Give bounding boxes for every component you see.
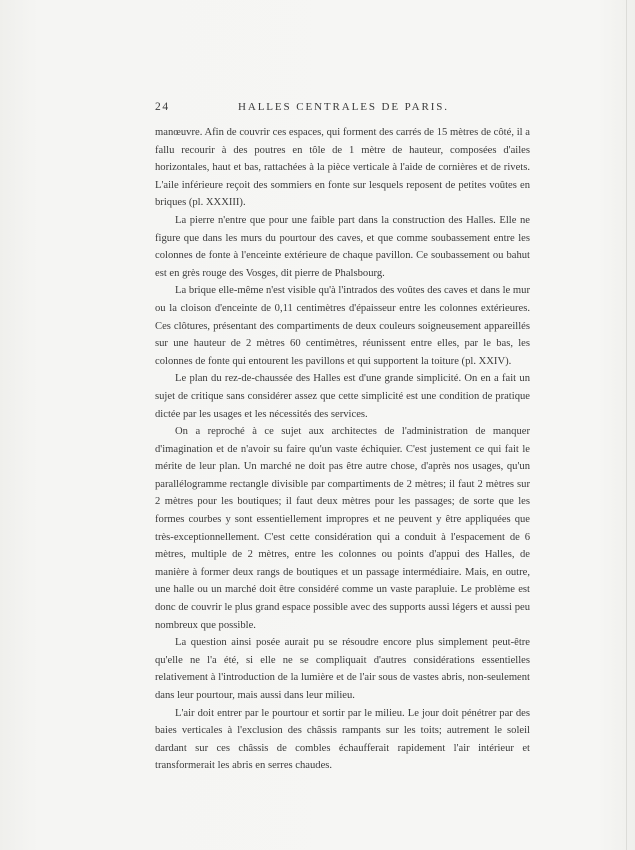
paragraph-6: La question ainsi posée aurait pu se résoudre encore plus simplement peut-être qu'elle ne l'a été, si elle ne se compliquait d'autres considérations essentielles relativement à l'introduction de la lumière et de l'air sous de vastes abris, non-seulement dans leur pourtour, mais aussi dans leur milieu.	[155, 637, 530, 701]
running-header	[155, 101, 530, 117]
paragraph-5: On a reproché à ce sujet aux architectes de l'administration de manquer d'imagination et de n'avoir su faire qu'un vaste échiquier. C'est justement ce qui fait le mérite de leur plan. Un marché ne doit pas être autre chose, d'après nos usages, qu'un parallélogramme rectangle divisible par compartiments de 2 mètres; il faut 2 mètres sur 2 mètres pour les boutiques; il faut deux mètres pour les passages; de sorte que les formes courbes y sont essentiellement impropres et ne peuvent y être appliquées que très-exceptionnellement. C'est cette considération qui a conduit à l'espacement de 6 mètres, multiple de 2 mètres, entre les colonnes ou points d'appui des Halles, de manière à former deux rangs de boutiques et un passage intermédiaire. Mais, en outre, une halle ou un marché doit être considéré comme un vaste parapluie. Le problème est donc de couvrir le plus grand espace possible avec des supports aussi légers et aussi peu nombreux que possible.	[155, 426, 530, 631]
paragraph-3: La brique elle-même n'est visible qu'à l'intrados des voûtes des caves et dans le mur ou la cloison d'enceinte de 0,11 centimètres d'épaisseur entre les colonnes extérieures. Ces clôtures, présentant des compartiments de deux couleurs soigneusement appareillés sur une hauteur de 2 mètres 60 centimètres, réunissent entre elles, par le bas, les colonnes de fonte qui entourent les pavillons et qui supportent la toiture (pl. XXIV).	[155, 285, 530, 367]
paragraph-1: manœuvre. Afin de couvrir ces espaces, qui forment des carrés de 15 mètres de côté, il a fallu recourir à des poutres en tôle de 1 mètre de hauteur, composées d'ailes horizontales, haut et bas, rattachées à la pièce verticale à l'aide de cornières et de rivets. L'aile inférieure reçoit des sommiers en fonte sur lesquels reposent de petites voûtes en briques (pl. XXXIII).	[155, 127, 530, 209]
page-edge	[626, 0, 627, 850]
page-number: 24	[155, 101, 170, 113]
paragraph-2: La pierre n'entre que pour une faible part dans la construction des Halles. Elle ne figure que dans les murs du pourtour des caves, et que comme soubassement entre les colonnes de fonte à l'enceinte extérieure de chaque pavillon. Ce soubassement ou bahut est en grès rouge des Vosges, dit pierre de Phalsbourg.	[155, 214, 530, 279]
paragraph-7: L'air doit entrer par le pourtour et sortir par le milieu. Le jour doit pénétrer par des baies verticales à l'exclusion des châssis rampants sur les toits; autrement le soleil dardant sur ces châssis de combles échaufferait rapidement l'air intérieur et transformerait les abris en serres chaudes.	[155, 707, 530, 772]
paragraph-4: Le plan du rez-de-chaussée des Halles est d'une grande simplicité. On en a fait un sujet de critique sans considérer assez que cette simplicité est une condition de pratique dictée par les usages et les nécessités des services.	[155, 373, 530, 420]
running-title: HALLES CENTRALES DE PARIS.	[238, 101, 449, 113]
body-text	[155, 124, 530, 775]
